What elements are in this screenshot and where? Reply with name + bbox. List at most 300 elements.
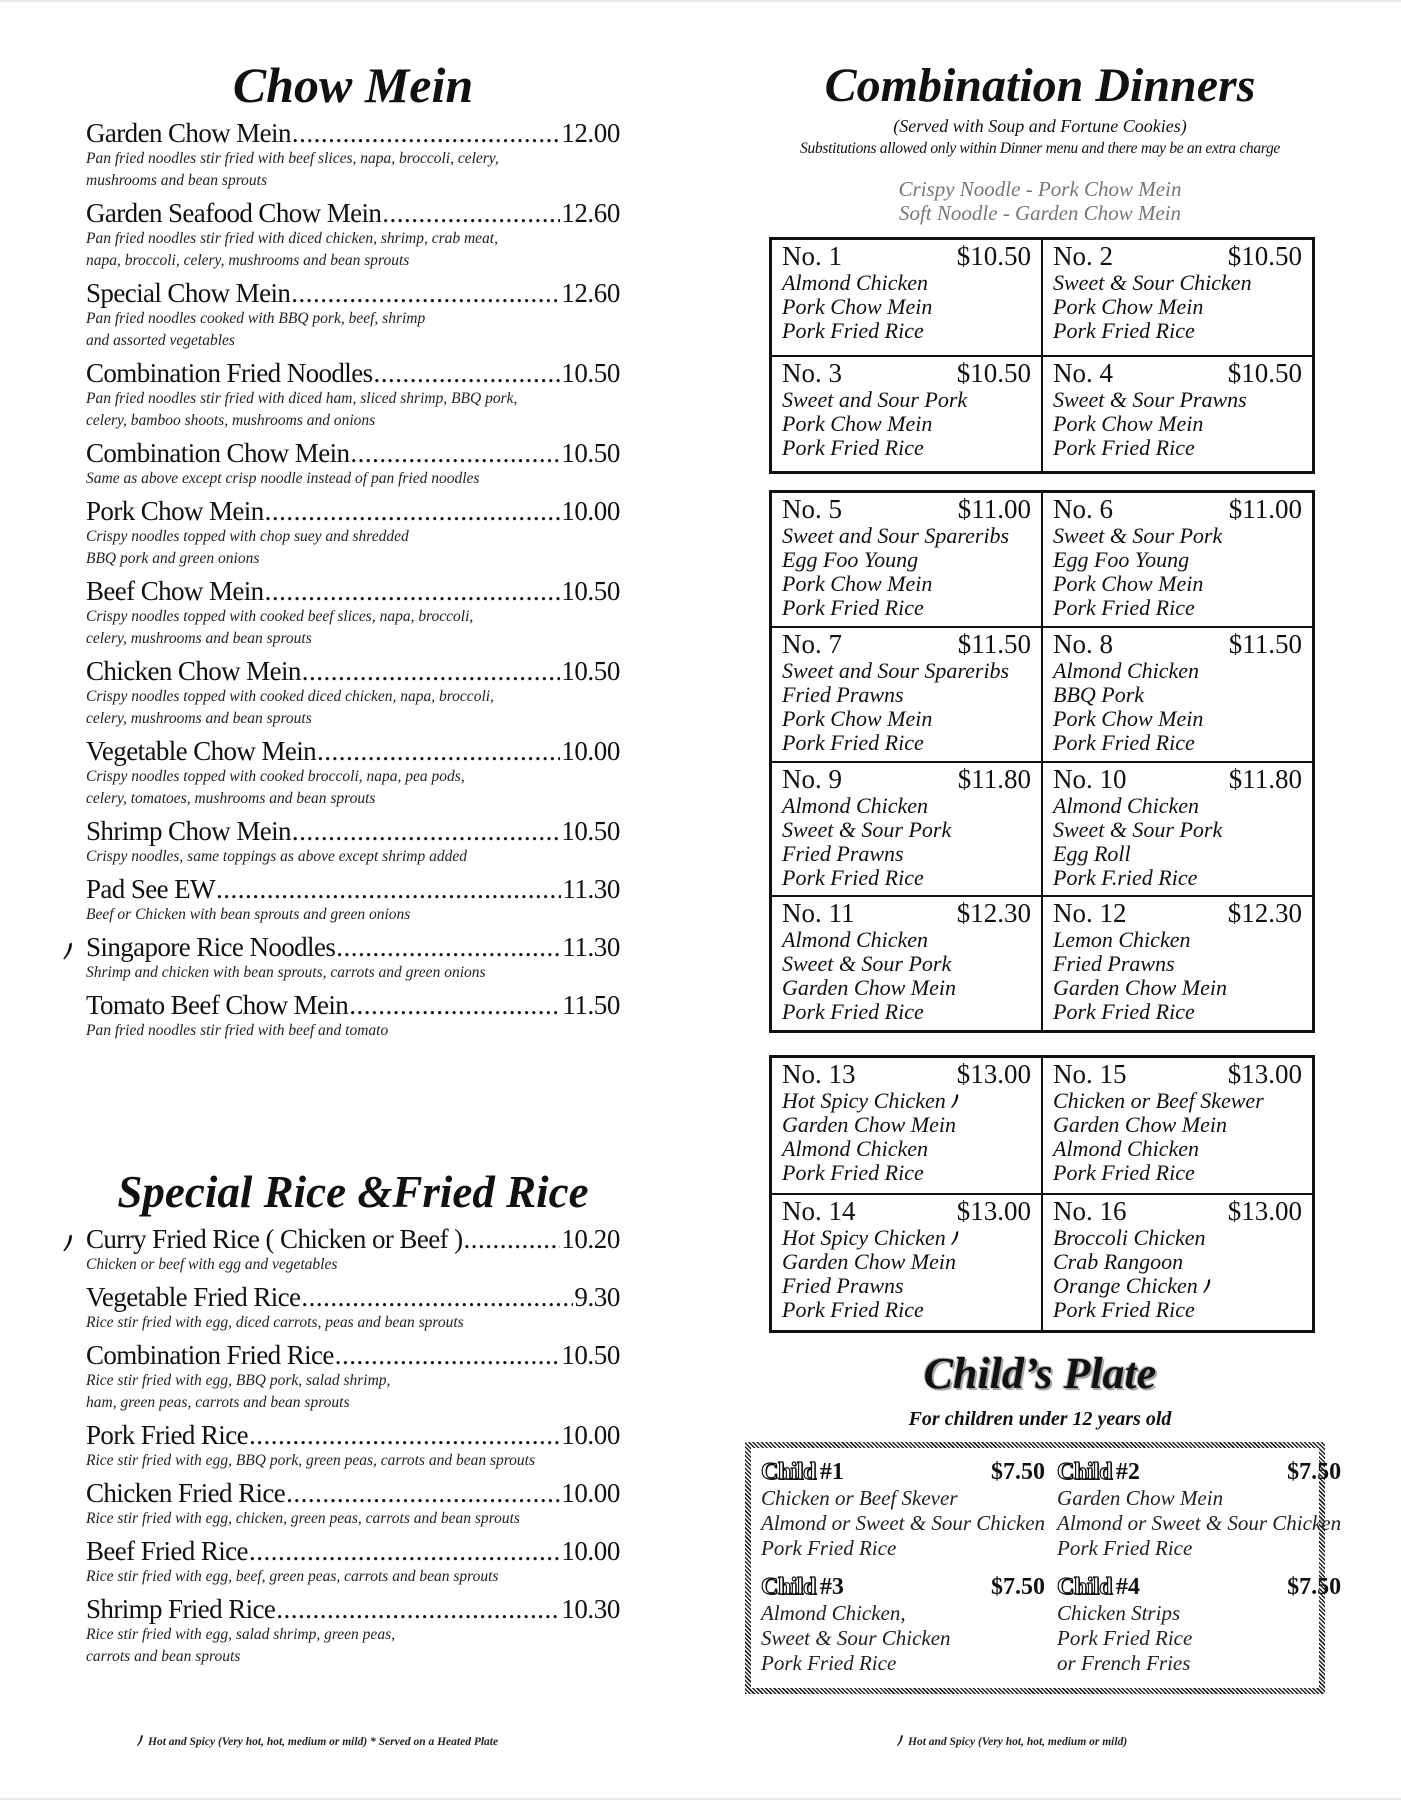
menu-item-name: Vegetable Fried Rice bbox=[86, 1282, 301, 1312]
combination-number: No. 3 bbox=[782, 357, 842, 388]
combination-dinner bbox=[1042, 627, 1313, 762]
child-plate-title bbox=[1057, 1458, 1140, 1486]
combination-dinner bbox=[771, 356, 1042, 473]
dot-leader bbox=[302, 656, 560, 686]
child-plate-dish: Almond or Sweet & Sour Chicken bbox=[1057, 1511, 1342, 1535]
menu-item-name: Garden Seafood Chow Mein bbox=[86, 198, 382, 228]
combination-dinner bbox=[1042, 492, 1313, 627]
dot-leader bbox=[464, 1224, 561, 1254]
child-plate-price: $7.50 bbox=[1287, 1459, 1342, 1485]
menu-item bbox=[86, 1282, 620, 1334]
child-number: #4 bbox=[1115, 1574, 1140, 1600]
child-plate-price: $7.50 bbox=[991, 1459, 1046, 1485]
menu-item-price: 10.50 bbox=[561, 816, 620, 846]
combination-dish bbox=[782, 928, 1031, 952]
menu-item bbox=[86, 736, 620, 810]
menu-item-price: 10.50 bbox=[561, 358, 620, 388]
combination-dish bbox=[1053, 271, 1302, 295]
combination-number: No. 13 bbox=[782, 1059, 856, 1089]
combination-dish bbox=[1053, 952, 1302, 976]
combination-dish-text: Pork Fried Rice bbox=[1053, 1160, 1195, 1185]
child-plate-dish: Garden Chow Mein bbox=[1057, 1486, 1224, 1510]
combination-dish-text: Pork Fried Rice bbox=[1053, 595, 1195, 620]
combination-dish bbox=[1053, 1161, 1302, 1185]
combination-dinner bbox=[1042, 896, 1313, 1031]
dot-leader bbox=[265, 496, 561, 526]
child-number: #3 bbox=[819, 1574, 844, 1600]
menu-item-name: Chicken Chow Mein bbox=[86, 656, 301, 686]
combination-dish-text: Orange Chicken bbox=[1053, 1273, 1198, 1298]
combination-dish bbox=[1053, 548, 1302, 572]
menu-item-price: 12.00 bbox=[561, 118, 620, 148]
combination-dish bbox=[782, 388, 1031, 412]
menu-item-price: 11.50 bbox=[562, 990, 620, 1020]
combination-header bbox=[782, 242, 1031, 271]
menu-item-name: Special Chow Mein bbox=[86, 278, 291, 308]
combination-dish bbox=[1053, 928, 1302, 952]
combination-dish-text: Sweet & Sour Pork bbox=[1053, 816, 1223, 842]
menu-item-description: napa, broccoli, celery, mushrooms and bean sprouts bbox=[86, 252, 410, 269]
combination-price: $13.00 bbox=[956, 1059, 1031, 1089]
menu-item-name: Pork Chow Mein bbox=[86, 496, 264, 526]
menu-item-name: Beef Fried Rice bbox=[86, 1536, 248, 1566]
child-number: #2 bbox=[1115, 1459, 1140, 1485]
menu-item-name: Beef Chow Mein bbox=[86, 576, 264, 606]
combination-dish-text: Lemon Chicken bbox=[1053, 927, 1191, 953]
combination-dish bbox=[782, 976, 1031, 1000]
combination-dish bbox=[782, 1250, 1031, 1274]
combination-price: $13.00 bbox=[956, 1196, 1031, 1226]
combination-dish-text: Pork Fried Rice bbox=[782, 1160, 924, 1185]
combination-dish bbox=[782, 1274, 1031, 1298]
combination-dinner bbox=[771, 492, 1042, 627]
combination-dinner bbox=[771, 896, 1042, 1031]
combination-dish-text: Almond Chicken bbox=[782, 270, 929, 295]
child-plate-header bbox=[761, 1458, 1045, 1486]
chili-pepper-icon bbox=[896, 1734, 904, 1747]
combination-price: $10.50 bbox=[1227, 357, 1302, 388]
fried-rice-title: Special Rice &Fried Rice bbox=[117, 1167, 589, 1217]
child-plate-price: $7.50 bbox=[991, 1574, 1046, 1600]
chili-pepper-icon bbox=[1202, 1277, 1212, 1295]
menu-item bbox=[86, 576, 620, 650]
dot-leader bbox=[292, 816, 560, 846]
combination-price: $11.80 bbox=[1228, 763, 1302, 794]
combination-dish-text: Pork Fried Rice bbox=[782, 318, 924, 343]
combination-dish-text: Sweet & Sour Chicken bbox=[1053, 270, 1252, 295]
combination-dish-text: Chicken or Beef Skewer bbox=[1053, 1088, 1264, 1113]
combination-dish-text: Pork Chow Mein bbox=[782, 705, 933, 731]
dot-leader bbox=[292, 118, 560, 148]
childs-plate-box bbox=[745, 1442, 1342, 1694]
combination-dish-text: Pork Fried Rice bbox=[782, 999, 924, 1025]
child-plate-dish: Chicken or Beef Skever bbox=[761, 1486, 958, 1510]
combination-number: No. 8 bbox=[1053, 628, 1113, 659]
dot-leader bbox=[249, 1536, 560, 1566]
combination-dish bbox=[782, 572, 1031, 596]
menu-item-row bbox=[86, 438, 620, 468]
menu-item-description: Crispy noodles topped with chop suey and shredded bbox=[86, 528, 409, 545]
menu-item-price: 10.00 bbox=[561, 1536, 620, 1566]
child-plate-dish: Pork Fried Rice bbox=[761, 1651, 897, 1675]
menu-item-price: 12.60 bbox=[561, 198, 620, 228]
combination-dish-text: Pork Chow Mein bbox=[782, 410, 933, 436]
combination-number: No. 2 bbox=[1053, 241, 1113, 271]
menu-item-name: Curry Fried Rice ( Chicken or Beef ) bbox=[86, 1224, 463, 1254]
combination-dish-text: Sweet and Sour Spareribs bbox=[782, 523, 1010, 548]
menu-item-description: Crispy noodles topped with cooked diced chicken, napa, broccoli, bbox=[86, 688, 494, 705]
menu-item-row bbox=[86, 358, 620, 388]
combination-dish-text: Garden Chow Mein bbox=[782, 1112, 956, 1137]
child-plate bbox=[759, 1458, 1055, 1561]
combination-number: No. 9 bbox=[782, 763, 842, 794]
footer-right-text: Hot and Spicy (Very hot, hot, medium or mild) bbox=[908, 1736, 1128, 1748]
combination-dish-text: Crab Rangoon bbox=[1053, 1249, 1184, 1274]
combination-dish bbox=[1053, 794, 1302, 818]
menu-item-description: Pan fried noodles stir fried with beef and tomato bbox=[86, 1022, 389, 1039]
combination-dish-text: Almond Chicken bbox=[1053, 792, 1200, 818]
combination-number: No. 4 bbox=[1053, 357, 1113, 388]
combination-dish-text: Sweet and Sour Pork bbox=[782, 386, 968, 412]
menu-item-row bbox=[86, 1536, 620, 1566]
menu-item bbox=[86, 1340, 620, 1414]
chili-pepper-icon bbox=[950, 1092, 960, 1110]
menu-item-name: Shrimp Fried Rice bbox=[86, 1594, 276, 1624]
combination-note: Substitutions allowed only within Dinner menu and there may be an extra charge bbox=[800, 140, 1280, 157]
chow-mein-title: Chow Mein bbox=[232, 57, 474, 113]
menu-item-row bbox=[86, 990, 620, 1020]
menu-item-description: Pan fried noodles cooked with BBQ pork, beef, shrimp bbox=[86, 310, 426, 327]
combination-price: $11.80 bbox=[957, 763, 1031, 794]
menu-item-row bbox=[86, 1594, 620, 1624]
menu-item-name: Shrimp Chow Mein bbox=[86, 816, 291, 846]
menu-item-description: Pan fried noodles stir fried with beef slices, napa, broccoli, celery, bbox=[86, 150, 499, 167]
chili-pepper-icon bbox=[950, 1229, 960, 1247]
menu-item bbox=[86, 656, 620, 730]
menu-item-price: 10.20 bbox=[561, 1224, 620, 1254]
menu-item-row bbox=[86, 1478, 620, 1508]
combination-number: No. 11 bbox=[782, 898, 855, 929]
combination-dish-text: Sweet and Sour Spareribs bbox=[782, 657, 1010, 683]
combination-dish bbox=[782, 524, 1031, 548]
combination-price: $10.50 bbox=[1227, 241, 1302, 271]
combination-dish-text: Almond Chicken bbox=[1053, 657, 1200, 683]
footer-left-text: Hot and Spicy (Very hot, hot, medium or mild) * Served on a Heated Plate bbox=[148, 1736, 499, 1748]
dot-leader bbox=[317, 736, 560, 766]
combination-dish-text: Egg Foo Young bbox=[782, 547, 919, 572]
combination-dinner bbox=[1042, 1194, 1313, 1331]
menu-item-name: Combination Fried Noodles bbox=[86, 358, 373, 388]
combination-dish bbox=[1053, 707, 1302, 731]
menu-item-row bbox=[86, 932, 620, 962]
menu-item-price: 9.30 bbox=[574, 1282, 620, 1312]
combination-dish bbox=[782, 1226, 1031, 1250]
combination-dish bbox=[1053, 572, 1302, 596]
combination-box-1 bbox=[769, 237, 1315, 474]
combination-dinner bbox=[1042, 239, 1313, 356]
menu-item-description: ham, green peas, carrots and bean sprouts bbox=[86, 1394, 350, 1411]
combination-number: No. 15 bbox=[1053, 1059, 1127, 1089]
combination-dish bbox=[1053, 866, 1302, 890]
menu-item-description: mushrooms and bean sprouts bbox=[86, 172, 267, 189]
combination-dish bbox=[1053, 1000, 1302, 1024]
combination-dish bbox=[1053, 1089, 1302, 1113]
combination-dish bbox=[782, 1089, 1031, 1113]
child-plate-dish: Pork Fried Rice bbox=[761, 1536, 897, 1560]
menu-item-description: Beef or Chicken with bean sprouts and green onions bbox=[86, 906, 411, 923]
menu-item-price: 10.00 bbox=[561, 1420, 620, 1450]
combination-dish bbox=[1053, 1137, 1302, 1161]
dot-leader bbox=[335, 1340, 560, 1370]
footer-left bbox=[136, 1734, 498, 1748]
combination-dish bbox=[1053, 1274, 1302, 1298]
child-plate-price: $7.50 bbox=[1287, 1574, 1342, 1600]
menu-item-description: Crispy noodles, same toppings as above except shrimp added bbox=[86, 848, 467, 865]
menu-item-description: celery, tomatoes, mushrooms and bean sprouts bbox=[86, 790, 376, 807]
menu-item-name: Chicken Fried Rice bbox=[86, 1478, 286, 1508]
combination-dish bbox=[782, 794, 1031, 818]
combination-box-2 bbox=[769, 490, 1315, 1033]
combination-dish-text: Sweet & Sour Pork bbox=[782, 816, 952, 842]
noodle-note-soft: Soft Noodle - Garden Chow Mein bbox=[898, 201, 1182, 225]
child-plate bbox=[759, 1573, 1055, 1676]
child-plate-dish: Almond or Sweet & Sour Chicken bbox=[761, 1511, 1046, 1535]
menu-item-row bbox=[86, 1224, 620, 1254]
combination-dish bbox=[1053, 1298, 1302, 1322]
dot-leader bbox=[249, 1420, 560, 1450]
combination-dinner bbox=[1042, 356, 1313, 473]
combination-dish bbox=[1053, 731, 1302, 755]
menu-item-description: celery, mushrooms and bean sprouts bbox=[86, 710, 312, 727]
menu-item-row bbox=[86, 656, 620, 686]
menu-item-row bbox=[86, 816, 620, 846]
menu-item-row bbox=[86, 1282, 620, 1312]
combination-dish-text: Pork Chow Mein bbox=[1053, 294, 1204, 319]
combination-dish bbox=[782, 818, 1031, 842]
combination-dish bbox=[782, 271, 1031, 295]
combination-dish-text: Pork Chow Mein bbox=[782, 571, 933, 596]
dot-leader bbox=[373, 358, 560, 388]
menu-item-name: Tomato Beef Chow Mein bbox=[86, 990, 349, 1020]
chili-pepper-icon bbox=[62, 1232, 74, 1254]
dot-leader bbox=[349, 990, 561, 1020]
menu-item bbox=[86, 278, 620, 352]
combination-dish bbox=[782, 866, 1031, 890]
child-label: Child bbox=[1057, 1459, 1112, 1485]
combination-price: $11.50 bbox=[957, 628, 1031, 659]
combination-dish bbox=[1053, 659, 1302, 683]
menu-item-description: carrots and bean sprouts bbox=[86, 1648, 241, 1665]
menu-item-price: 10.50 bbox=[561, 656, 620, 686]
chili-pepper-icon bbox=[136, 1734, 144, 1747]
menu-item-price: 10.50 bbox=[561, 576, 620, 606]
menu-item-description: Rice stir fried with egg, chicken, green peas, carrots and bean sprouts bbox=[86, 1510, 520, 1527]
combination-header bbox=[782, 630, 1031, 659]
combination-dinners-title: Combination Dinners bbox=[824, 59, 1256, 112]
menu-item-description: Shrimp and chicken with bean sprouts, carrots and green onions bbox=[86, 964, 486, 981]
dot-leader bbox=[265, 576, 561, 606]
dot-leader bbox=[301, 1282, 573, 1312]
combination-dish-text: Pork Fried Rice bbox=[782, 864, 924, 890]
menu-item-description: Chicken or beef with egg and vegetables bbox=[86, 1256, 338, 1273]
combination-dish-text: Garden Chow Mein bbox=[1053, 1112, 1227, 1137]
combination-dinner bbox=[1042, 762, 1313, 897]
combination-dish-text: Pork Chow Mein bbox=[1053, 410, 1204, 436]
combination-dish bbox=[1053, 412, 1302, 436]
combination-dinner bbox=[1042, 1057, 1313, 1194]
combination-dish-text: Pork Chow Mein bbox=[1053, 705, 1204, 731]
child-plate-dish: Sweet & Sour Chicken bbox=[761, 1626, 951, 1650]
combination-header bbox=[782, 899, 1031, 928]
combination-dish bbox=[1053, 295, 1302, 319]
menu-item-name: Pork Fried Rice bbox=[86, 1420, 248, 1450]
menu-item bbox=[86, 438, 620, 490]
child-plate-dish: Almond Chicken, bbox=[761, 1601, 906, 1625]
combination-dish bbox=[782, 1298, 1031, 1322]
combination-dish-text: Almond Chicken bbox=[1053, 1136, 1200, 1161]
combination-header bbox=[1053, 899, 1302, 928]
child-plate bbox=[1055, 1458, 1343, 1561]
fried-rice-list bbox=[86, 1224, 620, 1674]
menu-item-description: celery, mushrooms and bean sprouts bbox=[86, 630, 312, 647]
combination-dish bbox=[1053, 1113, 1302, 1137]
combination-dish-text: Pork Fried Rice bbox=[1053, 999, 1195, 1025]
combination-dish-text: Sweet & Sour Prawns bbox=[1053, 386, 1247, 412]
combination-dinner bbox=[771, 239, 1042, 356]
child-label: Child bbox=[761, 1574, 816, 1600]
menu-item-name: Garden Chow Mein bbox=[86, 118, 291, 148]
combination-dish bbox=[782, 1000, 1031, 1024]
menu-item bbox=[86, 198, 620, 272]
menu-item-name: Combination Fried Rice bbox=[86, 1340, 334, 1370]
child-plate bbox=[1055, 1573, 1343, 1676]
combination-dinner bbox=[771, 1057, 1042, 1194]
combination-dish bbox=[782, 548, 1031, 572]
combination-dish bbox=[782, 319, 1031, 343]
combination-price: $12.30 bbox=[1227, 898, 1302, 929]
combination-dish bbox=[1053, 436, 1302, 460]
menu-item bbox=[86, 816, 620, 868]
menu-item-description: and assorted vegetables bbox=[86, 332, 235, 349]
combination-dish bbox=[1053, 1250, 1302, 1274]
combination-dish-text: Hot Spicy Chicken bbox=[782, 1088, 946, 1113]
combination-header bbox=[1053, 495, 1302, 524]
dot-leader bbox=[336, 932, 561, 962]
combination-dish-text: Pork Fried Rice bbox=[782, 1297, 924, 1322]
menu-item-name: Vegetable Chow Mein bbox=[86, 736, 317, 766]
dot-leader bbox=[350, 438, 560, 468]
combination-dish bbox=[782, 659, 1031, 683]
menu-item bbox=[86, 990, 620, 1042]
menu-item bbox=[86, 496, 620, 570]
combination-header bbox=[782, 765, 1031, 794]
child-plate-header bbox=[761, 1573, 1045, 1601]
combination-dish bbox=[782, 1161, 1031, 1185]
combination-dish bbox=[782, 436, 1031, 460]
combination-dish bbox=[782, 1113, 1031, 1137]
menu-item-price: 10.30 bbox=[561, 1594, 620, 1624]
combination-price: $13.00 bbox=[1227, 1196, 1302, 1226]
child-plate-dish: or French Fries bbox=[1057, 1651, 1191, 1675]
child-plate-header bbox=[1057, 1458, 1341, 1486]
combination-dish-text: Pork Fried Rice bbox=[1053, 434, 1195, 460]
menu-item-description: Rice stir fried with egg, beef, green peas, carrots and bean sprouts bbox=[86, 1568, 499, 1585]
combination-header bbox=[1053, 765, 1302, 794]
combination-dish-text: Pork Fried Rice bbox=[782, 595, 924, 620]
menu-item-name: Singapore Rice Noodles bbox=[86, 932, 336, 962]
menu-item-description: Rice stir fried with egg, diced carrots, peas and bean sprouts bbox=[86, 1314, 464, 1331]
child-plate-dish: Pork Fried Rice bbox=[1057, 1536, 1193, 1560]
combination-dish-text: Fried Prawns bbox=[1053, 951, 1175, 977]
menu-item-description: Pan fried noodles stir fried with diced ham, sliced shrimp, BBQ pork, bbox=[86, 390, 518, 407]
menu-item bbox=[86, 1594, 620, 1668]
combination-dish-text: Pork Fried Rice bbox=[1053, 318, 1195, 343]
child-plate-dish: Chicken Strips bbox=[1057, 1601, 1181, 1625]
child-label: Child bbox=[761, 1459, 816, 1485]
child-plate-title bbox=[761, 1573, 844, 1601]
page-top-edge bbox=[0, 0, 1401, 2]
combination-price: $12.30 bbox=[956, 898, 1031, 929]
combination-dish-text: Fried Prawns bbox=[782, 1273, 904, 1298]
combination-dish-text: Pork Chow Mein bbox=[782, 294, 933, 319]
chow-mein-list bbox=[86, 118, 620, 1042]
combination-dish-text: Pork Fried Rice bbox=[782, 729, 924, 755]
combination-dish-text: Egg Roll bbox=[1053, 840, 1131, 866]
combination-price: $10.50 bbox=[956, 357, 1031, 388]
combination-dish-text: Pork F.ried Rice bbox=[1053, 864, 1198, 890]
dot-leader bbox=[216, 874, 561, 904]
combination-header bbox=[1053, 359, 1302, 388]
menu-item bbox=[86, 932, 620, 984]
child-plate-title bbox=[1057, 1573, 1140, 1601]
combination-dish bbox=[1053, 388, 1302, 412]
menu-item-row bbox=[86, 736, 620, 766]
combination-dish bbox=[1053, 319, 1302, 343]
combination-dish bbox=[782, 952, 1031, 976]
combination-dish-text: Egg Foo Young bbox=[1053, 547, 1190, 572]
combination-price: $11.50 bbox=[1228, 628, 1302, 659]
menu-item bbox=[86, 118, 620, 192]
combination-number: No. 7 bbox=[782, 628, 842, 659]
combination-dish-text: Pork Fried Rice bbox=[1053, 1297, 1195, 1322]
combination-header bbox=[1053, 1197, 1302, 1226]
menu-item bbox=[86, 1478, 620, 1530]
combination-dish bbox=[782, 731, 1031, 755]
menu-item-description: Same as above except crisp noodle instead of pan fried noodles bbox=[86, 470, 480, 487]
combination-dish-text: Garden Chow Mein bbox=[782, 975, 956, 1001]
combination-header bbox=[782, 359, 1031, 388]
combination-number: No. 1 bbox=[782, 241, 842, 271]
combination-dish-text: Sweet & Sour Pork bbox=[1053, 523, 1223, 548]
combination-dish-text: Pork Fried Rice bbox=[782, 434, 924, 460]
menu-item-row bbox=[86, 278, 620, 308]
combination-box-3 bbox=[769, 1055, 1315, 1333]
combination-dish-text: Fried Prawns bbox=[782, 840, 904, 866]
menu-item-price: 11.30 bbox=[562, 874, 620, 904]
menu-item-description: Crispy noodles topped with cooked broccoli, napa, pea pods, bbox=[86, 768, 465, 785]
menu-item bbox=[86, 874, 620, 926]
menu-item-price: 10.50 bbox=[561, 438, 620, 468]
dot-leader bbox=[382, 198, 560, 228]
menu-item-row bbox=[86, 576, 620, 606]
dot-leader bbox=[286, 1478, 560, 1508]
menu-item-description: Rice stir fried with egg, BBQ pork, salad shrimp, bbox=[86, 1372, 391, 1389]
combination-dish-text: Pork Fried Rice bbox=[1053, 729, 1195, 755]
combination-header bbox=[1053, 242, 1302, 271]
child-number: #1 bbox=[819, 1459, 844, 1485]
combination-dish bbox=[782, 295, 1031, 319]
combination-number: No. 16 bbox=[1053, 1196, 1127, 1226]
